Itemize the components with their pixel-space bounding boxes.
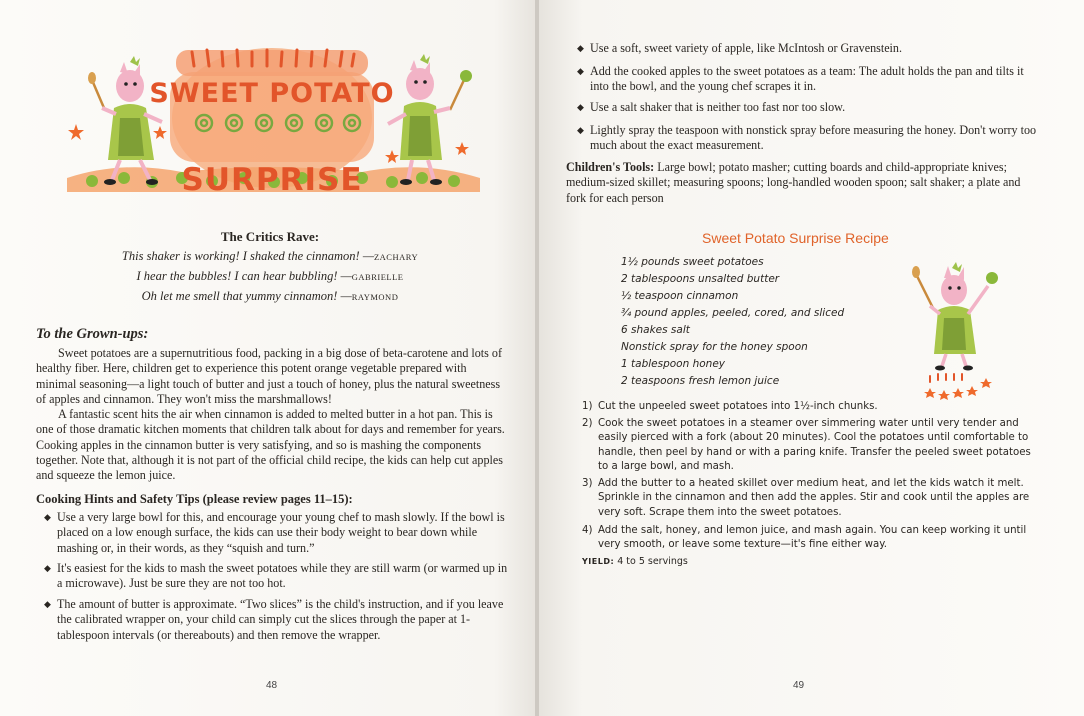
yield-text: 4 to 5 servings — [617, 556, 688, 567]
bullet-diamond-icon: ◆ — [577, 102, 584, 112]
tools-label: Children's Tools: — [566, 160, 655, 174]
step-number: 4) — [582, 525, 593, 536]
grownups-paragraph: Sweet potatoes are a supernutritious food, packing in a big dose of beta-carotene and lots of healthy fiber. Here, children get to experience this potent orange vegetable prepared with minimal seasoning—a light touch of butter and just a touch of honey, plus the natural sweetness of apples and cinnamon. They won't miss the marshmallows! — [36, 346, 502, 406]
tip-text: Use a salt shaker that is neither too fast nor too slow. — [590, 100, 846, 114]
page-number: 48 — [266, 680, 278, 691]
recipe-yield — [582, 556, 688, 567]
critic-quote — [60, 269, 480, 284]
bullet-diamond-icon: ◆ — [577, 66, 584, 76]
tip-text: Lightly spray the teaspoon with nonstick spray before measuring the honey. Don't worry too much about the exact measurement. — [590, 123, 1037, 153]
ingredient-item: 2 teaspoons fresh lemon juice — [621, 375, 780, 387]
left-page — [0, 0, 537, 716]
quote-text: This shaker is working! I shaked the cinnamon! — — [121, 249, 374, 263]
bullet-diamond-icon: ◆ — [44, 512, 51, 522]
title-banner — [62, 38, 482, 198]
ingredient-item: ½ teaspoon cinnamon — [621, 290, 739, 302]
grownups-paragraph: A fantastic scent hits the air when cinnamon is added to melted butter in a hot pan. This is one of those dramatic kitchen moments that children talk about for days and remember for years. Cooking apples in the cinnamon butter is very satisfying, and so is mashing the components together. Note that, although it is not part of the official child recipe, the kids can help cut apples and squeeze the lemon juice. — [36, 407, 505, 483]
critics-heading: The Critics Rave: — [220, 229, 320, 244]
tools-text: Large bowl; potato masher; cutting boards and child-appropriate knives; medium-sized skillet; measuring spoons; long-handled wooden spoon; salt shaker; a plate and fork for each person — [566, 160, 1021, 205]
ingredient-item: 2 tablespoons unsalted butter — [621, 273, 780, 285]
ingredient-item: ¾ pound apples, peeled, cored, and sliced — [621, 307, 845, 319]
quote-author: ZACHARY — [373, 252, 419, 262]
ingredient-item: 1 tablespoon honey — [621, 358, 725, 370]
tip-text: The amount of butter is approximate. “Two slices” is the child's instruction, and if you leave the calibrated wrapper on, your child can simply cut the slices through the paper at 1-tablespoon intervals (or thereabouts) and then remove the wrapper. — [57, 597, 504, 642]
quote-author: GABRIELLE — [351, 272, 404, 282]
yield-label: YIELD: — [582, 557, 615, 566]
bullet-diamond-icon: ◆ — [44, 599, 51, 609]
ingredient-item: Nonstick spray for the honey spoon — [621, 341, 808, 353]
critic-quote — [60, 289, 480, 304]
banner-title-line2: SURPRISE — [181, 162, 363, 198]
step-number: 3) — [582, 478, 593, 489]
step-text: Add the butter to a heated skillet over medium heat, and let the kids watch it melt. Sprinkle in the cinnamon and then add the apples. Stir and cook until the apples are very soft. Scrape them into the sweet potatoes. — [598, 478, 1030, 518]
step-text: Cook the sweet potatoes in a steamer over simmering water until very tender and easily pierced with a fork (about 20 minutes). Cool the potatoes until comfortable to handle, then peel by hand or with a paring knife. Transfer the peeled sweet potatoes to a large bowl, and mash. — [598, 418, 1031, 473]
quote-author: RAYMOND — [351, 292, 399, 302]
step-text: Cut the unpeeled sweet potatoes into 1½-inch chunks. — [598, 401, 878, 412]
tip-text: Use a very large bowl for this, and encourage your young chef to mash slowly. If the bowl is placed on a low enough surface, the kids can use their body weight to bear down while mashing or, in their words, as they “squish and turn.” — [57, 510, 505, 555]
recipe-title: Sweet Potato Surprise Recipe — [702, 230, 889, 246]
quote-text: Oh let me smell that yummy cinnamon! — — [141, 289, 352, 303]
grownups-heading: To the Grown-ups: — [36, 326, 149, 342]
tip-text: Add the cooked apples to the sweet potatoes as a team: The adult holds the pan and tilts it into the bowl, and the young chef scrapes it in. — [590, 64, 1024, 94]
step-text: Add the salt, honey, and lemon juice, and mash again. You can keep working it until very smooth, or leave some texture—it's fine either way. — [598, 525, 1027, 551]
critic-quote — [60, 249, 480, 264]
step-number: 1) — [582, 401, 593, 412]
quote-text: I hear the bubbles! I can hear bubbling! — — [136, 269, 352, 283]
ingredient-item: 6 shakes salt — [621, 324, 690, 336]
page-number: 49 — [793, 680, 805, 691]
bullet-diamond-icon: ◆ — [577, 43, 584, 53]
step-number: 2) — [582, 418, 593, 429]
bullet-diamond-icon: ◆ — [44, 563, 51, 573]
childrens-tools — [566, 160, 1036, 206]
pig-chef-illustration — [900, 262, 1010, 402]
tip-text: It's easiest for the kids to mash the sweet potatoes while they are still warm (or warmed up in a microwave). Just be sure they are not too hot. — [57, 561, 508, 591]
tip-text: Use a soft, sweet variety of apple, like McIntosh or Gravenstein. — [590, 41, 902, 55]
tips-heading: Cooking Hints and Safety Tips (please review pages 11–15): — [36, 492, 353, 506]
bullet-diamond-icon: ◆ — [577, 125, 584, 135]
ingredient-item: 1½ pounds sweet potatoes — [621, 256, 764, 268]
banner-title-line1: SWEET POTATO — [149, 78, 395, 109]
